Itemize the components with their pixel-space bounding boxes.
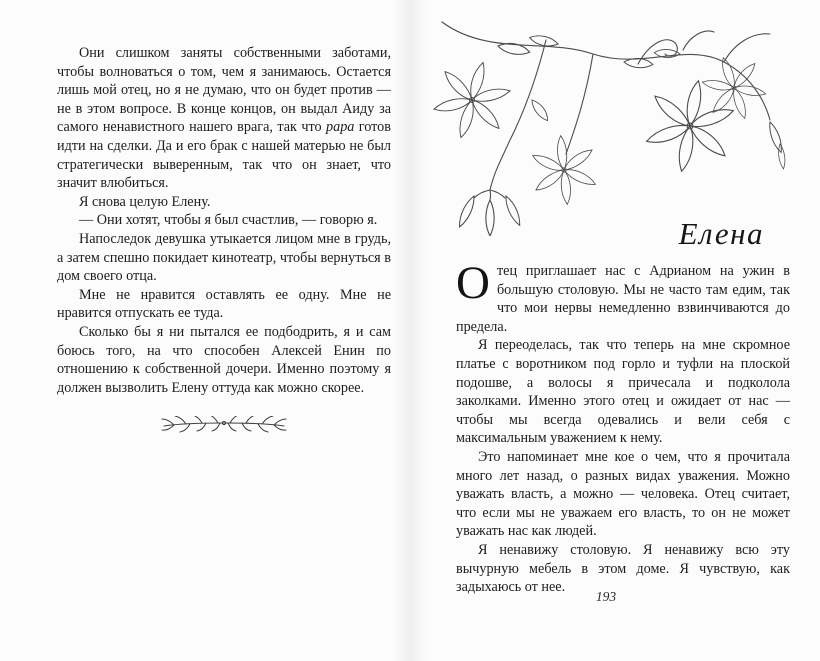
- left-paragraph-2: Я снова целую Елену.: [79, 193, 211, 210]
- right-paragraph-2: Я переоделась, так что теперь на мне скромное платье с воротником под горло и туфли на плоской подошве, а волосы я причесала и подколола заколками. Именно этого отец и ожидает от нас — чтобы мы всегда одевались и вели себя с максимальным уважением к нему.: [456, 337, 790, 447]
- right-paragraph-3: Это напоминает мне кое о чем, что я прочитала много лет назад, о разных видах уважения. Можно уважать власть, а можно — человека. Отец считает, что если мы не уважаем его власть, то он не может уважать нас как людей.: [456, 448, 790, 540]
- section-divider: [57, 415, 391, 434]
- left-page: [57, 44, 391, 434]
- left-paragraph-4: Напоследок девушка утыкается лицом мне в грудь, а затем спешно покидает кинотеатр, чтобы вернуться в дом своего отца.: [57, 230, 391, 285]
- left-paragraph-6: Сколько бы я ни пытался ее подбодрить, я и сам боюсь того, на что способен Алексей Енин по отношению к собственной дочери. Именно поэтому я должен вызволить Елену оттуда как можно скорее.: [57, 323, 391, 396]
- page-gutter: [392, 0, 428, 661]
- paragraph-text: готов идти на сделки. Да и его брак с нашей матерью не был стратегически выверенным, так что он знает, что значит влюбиться.: [57, 119, 391, 192]
- chapter-title: Елена: [678, 216, 764, 251]
- drop-cap: О: [456, 257, 490, 309]
- paragraph-text: тец приглашает нас с Адрианом на ужин в большую столовую. Мы не часто там едим, так что мои нервы немедленно взвинчиваются до предела.: [456, 263, 790, 335]
- floral-illustration: [428, 4, 790, 236]
- right-paragraph-4: Я ненавижу столовую. Я ненавижу всю эту вычурную мебель в этом доме. Я чувствую, как задыхаюсь от нее.: [456, 541, 790, 596]
- left-paragraph-5: Мне не нравится оставлять ее одну. Мне не нравится отпускать ее туда.: [57, 286, 391, 322]
- chapter-body: [456, 257, 790, 597]
- emphasis-papa: papa: [326, 119, 355, 136]
- left-paragraph-3: — Они хотят, чтобы я был счастлив, — говорю я.: [79, 212, 378, 229]
- branch-divider-icon: [160, 416, 288, 434]
- right-paragraph-1: [456, 257, 790, 336]
- page-number: 193: [595, 589, 617, 604]
- left-paragraph-1: [57, 44, 391, 193]
- paragraph-text: Они слишком заняты собственными заботами, чтобы волноваться о том, чем я занимаюсь. Остается лишь мой отец, но я не думаю, что он будет против — не в этом вопросе. В конце концов, он выдал Аиду за самого ненавистного нашего врага, так что: [57, 45, 391, 136]
